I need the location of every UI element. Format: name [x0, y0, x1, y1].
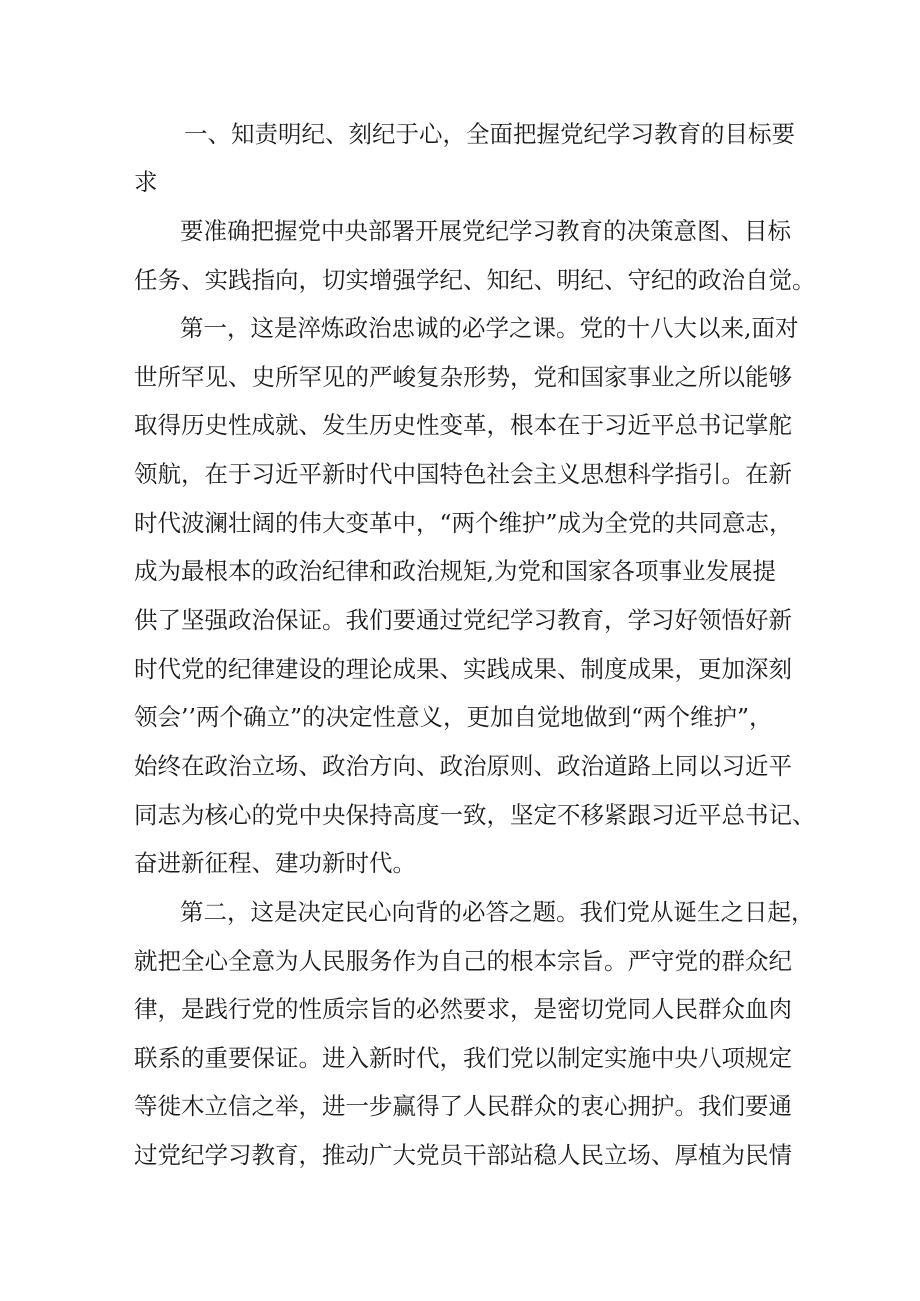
- paragraph-2-line-9: 领会’’两个确立”的决定性意义，更加自觉地做到“两个维护”，: [134, 703, 773, 731]
- paragraph-1-line-1: 要准确把握党中央部署开展党纪学习教育的决策意图、目标: [180, 217, 791, 245]
- paragraph-2-line-3: 取得历史性成就、发生历史性变革，根本在于习近平总书记掌舵: [134, 411, 792, 439]
- paragraph-2-line-12: 奋进新征程、建功新时代。: [134, 849, 416, 877]
- paragraph-2-line-10: 始终在政治立场、政治方向、政治原则、政治道路上同以习近平: [134, 752, 792, 780]
- paragraph-2-line-7: 供了坚强政治保证。我们要通过党纪学习教育，学习好领悟好新: [134, 606, 792, 634]
- paragraph-3-line-5: 等徙木立信之举，进一步赢得了人民群众的衷心拥护。我们要通: [134, 1092, 792, 1120]
- paragraph-3-line-4: 联系的重要保证。进入新时代，我们党以制定实施中央八项规定: [134, 1044, 792, 1072]
- paragraph-2-line-6: 成为最根本的政治纪律和政治规矩,为党和国家各项事业发展提: [134, 557, 776, 585]
- paragraph-3-line-1: 第二，这是决定民心向背的必答之题。我们党从诞生之日起，: [180, 898, 815, 926]
- section-heading-line-2: 求: [134, 168, 158, 196]
- paragraph-2-line-2: 世所罕见、史所罕见的严峻复杂形势，党和国家事业之所以能够: [134, 363, 792, 391]
- paragraph-2-line-8: 时代党的纪律建设的理论成果、实践成果、制度成果，更加深刻: [134, 655, 792, 683]
- section-heading-line-1: 一、知责明纪、刻纪于心，全面把握党纪学习教育的目标要: [184, 120, 795, 148]
- paragraph-2-line-5: 时代波澜壮阔的伟大变革中，“两个维护”成为全党的共同意志，: [134, 509, 793, 537]
- paragraph-2-line-11: 同志为核心的党中央保持高度一致，坚定不移紧跟习近平总书记、: [134, 801, 816, 829]
- paragraph-3-line-3: 律，是践行党的性质宗旨的必然要求，是密切党同人民群众血肉: [134, 995, 792, 1023]
- paragraph-3-line-2: 就把全心全意为人民服务作为自己的根本宗旨。严守党的群众纪: [134, 947, 792, 975]
- paragraph-1-line-2: 任务、实践指向，切实增强学纪、知纪、明纪、守纪的政治自觉。: [134, 266, 816, 294]
- paragraph-2-line-4: 领航，在于习近平新时代中国特色社会主义思想科学指引。在新: [134, 460, 792, 488]
- paragraph-2-line-1: 第一，这是淬炼政治忠诚的必学之课。党的十八大以来,面对: [180, 314, 799, 342]
- paragraph-3-line-6: 过党纪学习教育，推动广大党员干部站稳人民立场、厚植为民情: [134, 1141, 792, 1169]
